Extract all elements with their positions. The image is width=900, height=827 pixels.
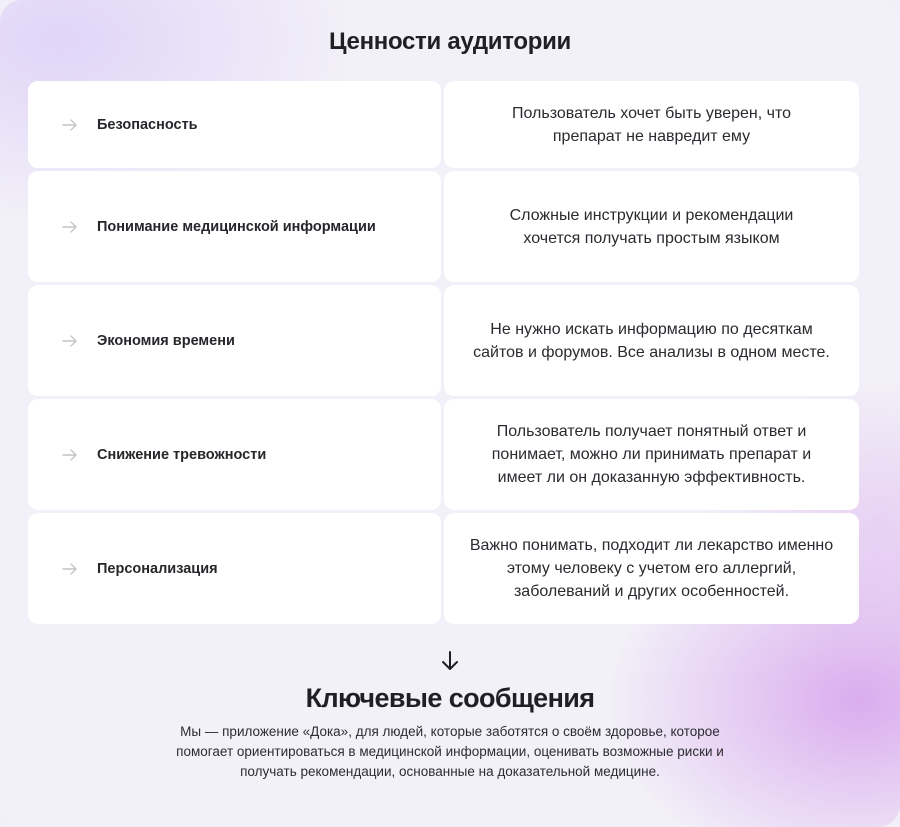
value-name-cell [28, 81, 441, 168]
arrow-right-icon [62, 119, 80, 131]
value-row [28, 399, 859, 510]
arrow-right-icon [62, 449, 80, 461]
arrow-right-icon [62, 221, 80, 233]
value-description: Важно понимать, подходит ли лекарство именно этому человеку с учетом его аллергий, заболеваний и других особенностей. [469, 537, 834, 600]
value-description: Сложные инструкции и рекомендации хочется получать простым языком [509, 206, 794, 247]
value-name-cell [28, 171, 441, 282]
value-row [28, 171, 859, 282]
key-messages-text: Мы — приложение «Дока», для людей, которые заботятся о своём здоровье, которое помогает ориентироваться в медицинской информации, оценивать возможные риски и получать рекомендации, основанные на доказательной медицине. [176, 724, 724, 779]
arrow-down-icon [439, 650, 461, 672]
value-row [28, 285, 859, 396]
value-name: Снижение тревожности [97, 446, 267, 463]
value-name: Безопасность [97, 116, 198, 133]
arrow-right-icon [62, 563, 80, 575]
value-description: Пользователь хочет быть уверен, что препарат не навредит ему [511, 104, 791, 145]
value-row [28, 81, 859, 168]
page-title: Ценности аудитории [329, 28, 571, 55]
value-description-cell [444, 513, 859, 624]
values-table [28, 81, 859, 627]
value-name: Персонализация [97, 560, 218, 577]
value-name-cell [28, 285, 441, 396]
value-row [28, 513, 859, 624]
value-name-cell [28, 513, 441, 624]
arrow-right-icon [62, 335, 80, 347]
value-description: Пользователь получает понятный ответ и понимает, можно ли принимать препарат и имеет ли он доказанную эффективность. [491, 423, 812, 486]
key-messages-title: Ключевые сообщения [305, 683, 595, 713]
value-description: Не нужно искать информацию по десяткам сайтов и форумов. Все анализы в одном месте. [473, 320, 830, 361]
value-description-cell [444, 171, 859, 282]
value-description-cell [444, 81, 859, 168]
value-name: Понимание медицинской информации [97, 218, 376, 235]
value-description-cell [444, 285, 859, 396]
value-name: Экономия времени [97, 332, 235, 349]
value-name-cell [28, 399, 441, 510]
value-description-cell [444, 399, 859, 510]
